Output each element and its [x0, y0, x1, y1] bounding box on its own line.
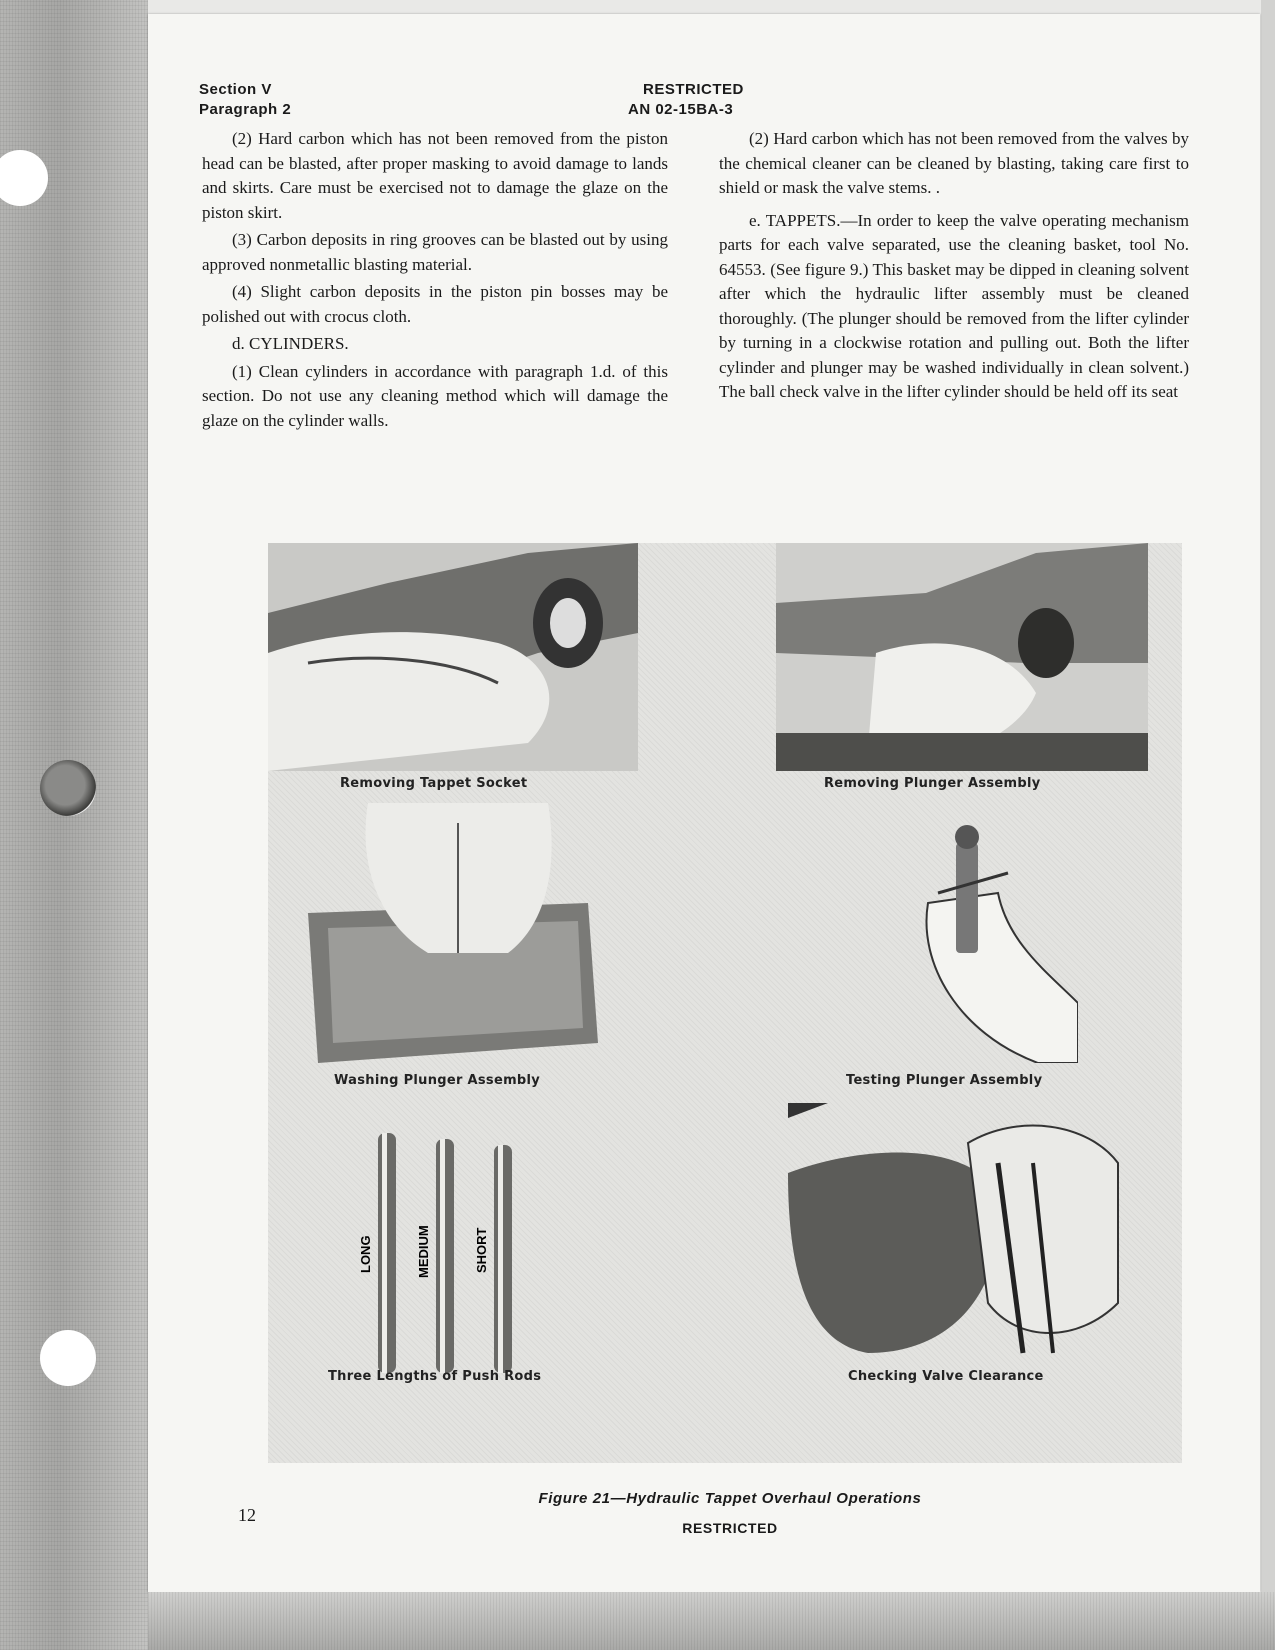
photo-checking-valve-clearance [788, 1103, 1128, 1363]
left-text-column [202, 127, 668, 441]
classification-footer: RESTRICTED [682, 1520, 778, 1536]
caption-washing-plunger-assembly: Washing Plunger Assembly [334, 1073, 541, 1088]
binder-hole [40, 1330, 96, 1386]
photo-illustration [898, 813, 1078, 1063]
binder-hole [40, 760, 96, 816]
section-label: Section V [199, 81, 272, 98]
caption-removing-tappet-socket: Removing Tappet Socket [340, 776, 528, 791]
photo-illustration [776, 543, 1148, 771]
paragraph: (2) Hard carbon which has not been removed from the valves by the chemical cleaner can be cleaned by blasting, taking care first to shield or mask the valve stems. . [719, 129, 1189, 197]
paragraph: (3) Carbon deposits in ring grooves can be blasted out by using approved nonmetallic blasting material. [202, 230, 668, 274]
binder-strip [0, 0, 148, 1650]
push-rods-illustration [358, 1123, 538, 1373]
rod-label-short: SHORT [474, 1227, 489, 1273]
photo-illustration [788, 1103, 1128, 1363]
figure-title: Figure 21—Hydraulic Tappet Overhaul Operations [538, 1490, 922, 1507]
photo-removing-plunger-assembly [776, 543, 1148, 771]
photo-testing-plunger-assembly [898, 813, 1078, 1063]
photo-illustration [268, 543, 638, 771]
photo-push-rods [358, 1123, 538, 1373]
figure-21 [268, 543, 1182, 1463]
scan-bottom-edge [148, 1592, 1275, 1650]
paragraph: (4) Slight carbon deposits in the piston pin bosses may be polished out with crocus cloth. [202, 282, 668, 326]
photo-washing-plunger-assembly [308, 803, 608, 1073]
photo-illustration [308, 803, 608, 1073]
paragraph: (1) Clean cylinders in accordance with paragraph 1.d. of this section. Do not use any cleaning method which will damage the glaze on the cylinder walls. [202, 361, 668, 430]
caption-push-rods: Three Lengths of Push Rods [328, 1369, 542, 1384]
photo-removing-tappet-socket [268, 543, 638, 771]
caption-checking-valve-clearance: Checking Valve Clearance [848, 1369, 1044, 1384]
subsection-heading: d. CYLINDERS. [232, 334, 349, 353]
rod-label-long: LONG [358, 1235, 373, 1273]
caption-testing-plunger-assembly: Testing Plunger Assembly [846, 1073, 1043, 1088]
paragraph-label: Paragraph 2 [199, 101, 292, 118]
rod-label-medium: MEDIUM [416, 1225, 431, 1278]
paragraph: e. TAPPETS.—In order to keep the valve operating mechanism parts for each valve separated, use the cleaning basket, tool No. 64553. (See figure 9.) This basket may be dipped in cleaning solvent after which the hydraulic lifter assembly must be cleaned thoroughly. (The plunger should be removed from the lifter cylinder by turning in a clockwise rotation and pulling out. Both the lifter cylinder and plunger may be washed individually in clean solvent.) The ball check valve in the lifter cylinder should be held off its seat [719, 210, 1189, 401]
caption-removing-plunger-assembly: Removing Plunger Assembly [824, 776, 1041, 791]
doc-number: AN 02-15BA-3 [628, 101, 734, 118]
right-text-column [719, 127, 1189, 413]
page-number: 12 [238, 1505, 256, 1525]
scan-edge [1261, 0, 1275, 1650]
classification-header: RESTRICTED [643, 81, 744, 98]
paragraph: (2) Hard carbon which has not been removed from the piston head can be blasted, after proper masking to avoid damage to lands and skirts. Care must be exercised not to damage the glaze on the piston skirt. [202, 129, 668, 222]
